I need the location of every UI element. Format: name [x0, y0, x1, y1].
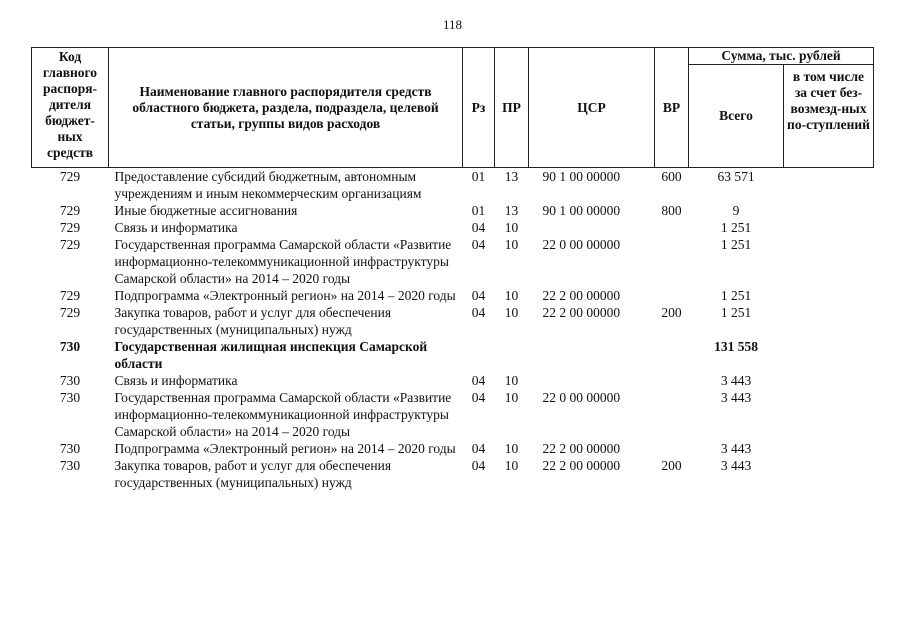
cell-total: 3 443 — [720, 441, 752, 456]
cell-name: Государственная жилищная инспекция Самарской области — [114, 339, 428, 371]
cell-bez — [784, 372, 874, 389]
cell-code: 729 — [59, 220, 81, 235]
table-row — [32, 168, 874, 203]
cell-bez — [784, 202, 874, 219]
cell-vr — [655, 440, 689, 457]
cell-total: 1 251 — [720, 305, 752, 320]
cell-vr: 200 — [661, 458, 682, 473]
cell-total: 9 — [732, 203, 740, 218]
cell-bez — [784, 338, 874, 372]
cell-total: 63 571 — [717, 169, 755, 184]
cell-code: 729 — [59, 169, 81, 184]
cell-bez — [784, 287, 874, 304]
cell-name: Государственная программа Самарской области «Развитие информационно-телекоммуникационной инфраструктуры Самарской области» на 2014 – 2020 годы — [114, 237, 452, 286]
header-sum: Сумма, тыс. рублей — [689, 48, 874, 65]
table-row — [32, 457, 874, 491]
cell-code: 729 — [59, 288, 81, 303]
cell-pr: 13 — [504, 203, 519, 218]
cell-rz — [463, 338, 495, 372]
cell-bez — [784, 440, 874, 457]
table-row — [32, 202, 874, 219]
cell-total: 3 443 — [720, 373, 752, 388]
cell-vr: 600 — [661, 169, 682, 184]
cell-rz: 04 — [471, 220, 486, 235]
cell-rz: 04 — [471, 458, 486, 473]
cell-code: 730 — [59, 339, 81, 354]
header-vr: ВР — [655, 48, 689, 168]
cell-code: 729 — [59, 305, 81, 320]
cell-rz: 04 — [471, 288, 486, 303]
header-pr: ПР — [495, 48, 529, 168]
cell-vr — [655, 389, 689, 440]
cell-name: Государственная программа Самарской области «Развитие информационно-телекоммуникационной инфраструктуры Самарской области» на 2014 – 2020 годы — [114, 390, 452, 439]
cell-code: 729 — [59, 237, 81, 252]
cell-pr: 10 — [504, 305, 519, 320]
table-row — [32, 236, 874, 287]
cell-csr: 90 1 00 00000 — [542, 203, 621, 218]
cell-code: 729 — [59, 203, 81, 218]
cell-rz: 04 — [471, 373, 486, 388]
header-total: Всего — [689, 65, 784, 168]
cell-bez — [784, 236, 874, 287]
cell-vr: 800 — [661, 203, 682, 218]
cell-name: Подпрограмма «Электронный регион» на 2014 – 2020 годы — [114, 288, 456, 303]
header-code: Код главного распоря-дителя бюджет-ных средств — [32, 48, 109, 168]
cell-csr — [529, 338, 655, 372]
cell-name: Закупка товаров, работ и услуг для обеспечения государственных (муниципальных) нужд — [114, 458, 392, 490]
header-bez: в том числе за счет без-возмезд-ных по-ступлений — [784, 65, 874, 168]
cell-pr: 10 — [504, 441, 519, 456]
cell-name: Связь и информатика — [114, 373, 238, 388]
page-number: 118 — [442, 17, 463, 32]
cell-vr — [655, 338, 689, 372]
cell-csr — [529, 372, 655, 389]
table-row — [32, 440, 874, 457]
cell-vr — [655, 287, 689, 304]
table-header — [32, 48, 874, 168]
cell-csr: 22 0 00 00000 — [542, 237, 621, 252]
budget-table — [31, 47, 874, 491]
table-row — [32, 304, 874, 338]
cell-total: 1 251 — [720, 288, 752, 303]
cell-bez — [784, 304, 874, 338]
header-rz: Рз — [463, 48, 495, 168]
header-csr: ЦСР — [529, 48, 655, 168]
cell-pr: 10 — [504, 458, 519, 473]
cell-pr: 10 — [504, 220, 519, 235]
cell-csr: 22 2 00 00000 — [542, 458, 621, 473]
cell-total: 131 558 — [714, 339, 758, 354]
cell-vr — [655, 236, 689, 287]
cell-name: Иные бюджетные ассигнования — [114, 203, 298, 218]
cell-bez — [784, 457, 874, 491]
cell-rz: 01 — [471, 203, 486, 218]
cell-code: 730 — [59, 458, 81, 473]
cell-csr: 22 0 00 00000 — [542, 390, 621, 405]
cell-rz: 04 — [471, 441, 486, 456]
header-name: Наименование главного распорядителя средств областного бюджета, раздела, подраздела, целевой статьи, группы видов расходов — [109, 48, 463, 168]
cell-name: Закупка товаров, работ и услуг для обеспечения государственных (муниципальных) нужд — [114, 305, 392, 337]
table-row — [32, 287, 874, 304]
cell-name: Подпрограмма «Электронный регион» на 2014 – 2020 годы — [114, 441, 456, 456]
cell-vr — [655, 219, 689, 236]
cell-pr — [495, 338, 529, 372]
cell-vr: 200 — [661, 305, 682, 320]
cell-rz: 04 — [471, 390, 486, 405]
cell-csr — [529, 219, 655, 236]
cell-bez — [784, 168, 874, 203]
cell-pr: 10 — [504, 288, 519, 303]
cell-pr: 10 — [504, 373, 519, 388]
table-row — [32, 338, 874, 372]
cell-rz: 04 — [471, 305, 486, 320]
cell-name: Предоставление субсидий бюджетным, автономным учреждениям и иным некоммерческим организациям — [114, 169, 422, 201]
cell-total: 1 251 — [720, 220, 752, 235]
cell-rz: 04 — [471, 237, 486, 252]
cell-csr: 22 2 00 00000 — [542, 288, 621, 303]
cell-pr: 13 — [504, 169, 519, 184]
cell-bez — [784, 219, 874, 236]
cell-pr: 10 — [504, 390, 519, 405]
cell-csr: 22 2 00 00000 — [542, 441, 621, 456]
table-row — [32, 372, 874, 389]
cell-pr: 10 — [504, 237, 519, 252]
cell-code: 730 — [59, 373, 81, 388]
table-body — [32, 168, 874, 492]
cell-csr: 22 2 00 00000 — [542, 305, 621, 320]
cell-total: 1 251 — [720, 237, 752, 252]
table-row — [32, 389, 874, 440]
cell-vr — [655, 372, 689, 389]
cell-rz: 01 — [471, 169, 486, 184]
cell-csr: 90 1 00 00000 — [542, 169, 621, 184]
cell-total: 3 443 — [720, 390, 752, 405]
cell-name: Связь и информатика — [114, 220, 238, 235]
cell-code: 730 — [59, 390, 81, 405]
cell-bez — [784, 389, 874, 440]
cell-total: 3 443 — [720, 458, 752, 473]
cell-code: 730 — [59, 441, 81, 456]
table-row — [32, 219, 874, 236]
